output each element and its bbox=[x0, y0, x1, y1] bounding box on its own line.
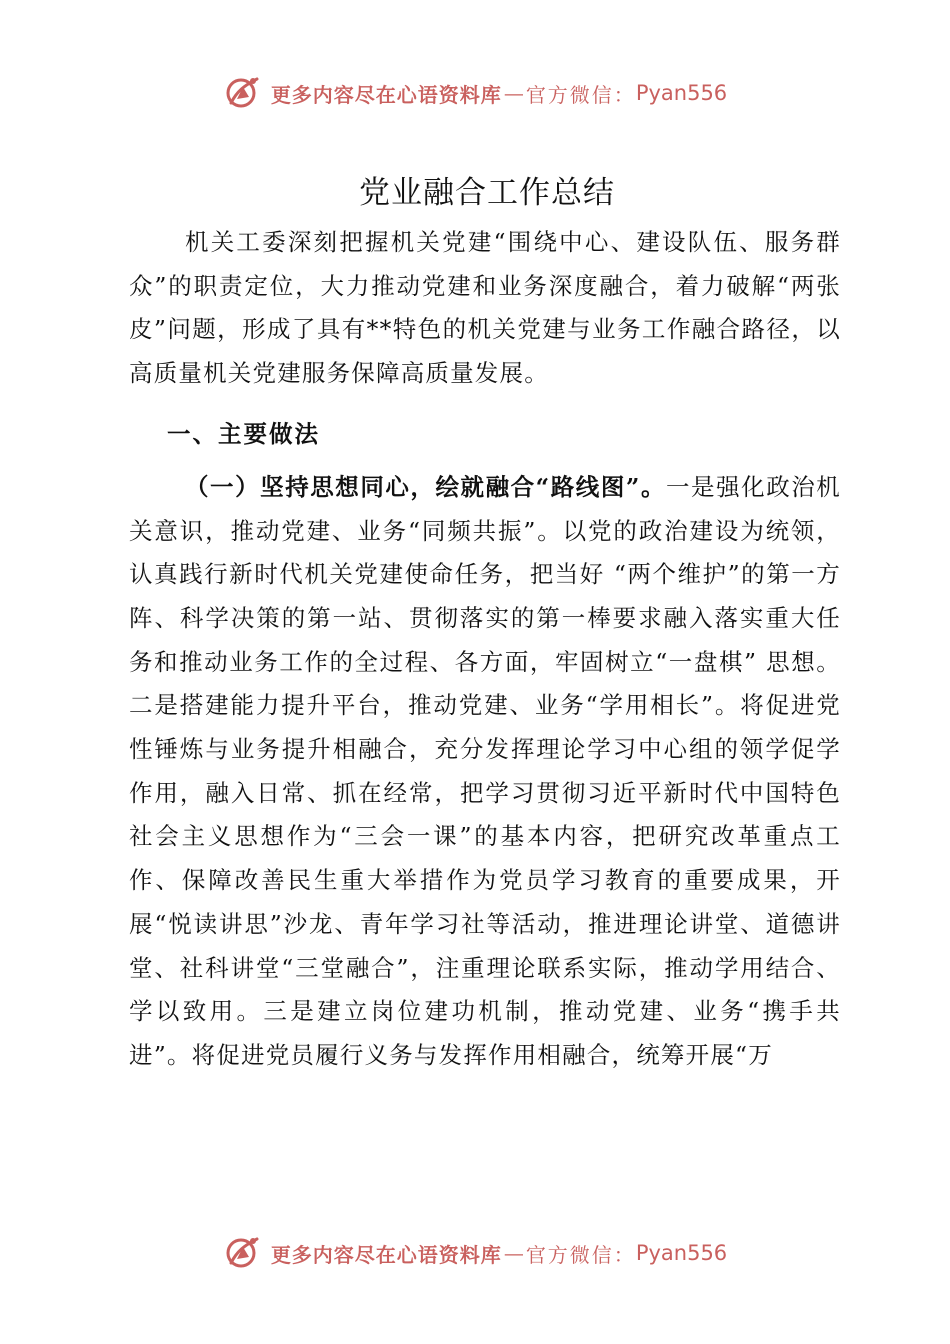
item-body: 一是强化政治机关意识，推动党建、业务“同频共振”。以党的政治建设为统领，认真践行新时代机关党建使命任务，把当好 “两个维护”的第一方阵、科学决策的第一站、贯彻落实的第一棒要求融入落实重大任务和推动业务工作的全过程、各方面，牢固树立“一盘棋” 思想。二是搭建能力提升平台，推动党建、业务“学用相长”。将促进党性锤炼与业务提升相融合，充分发挥理论学习中心组的领学促学作用，融入日常、抓在经常，把学习贯彻习近平新时代中国特色社会主义思想作为“三会一课”的基本内容，把研究改革重点工作、保障改善民生重大举措作为党员学习教育的重要成果，开展“悦读讲思”沙龙、青年学习社等活动，推进理论讲堂、道德讲堂、社科讲堂“三堂融合”，注重理论联系实际，推动学用结合、学以致用。三是建立岗位建功机制，推动党建、业务“携手共进”。将促进党员履行义务与发挥作用相融合，统筹开展“万 bbox=[129, 472, 841, 1069]
brand-logo-icon bbox=[223, 73, 263, 113]
banner-wechat-id: Pyan556 bbox=[635, 81, 728, 105]
banner-separator: — bbox=[503, 1241, 524, 1265]
footer-watermark bbox=[0, 1228, 950, 1278]
banner-wechat-id: Pyan556 bbox=[635, 1241, 728, 1265]
brand-logo-icon bbox=[223, 1233, 263, 1273]
banner-wechat-label: 官方微信： bbox=[525, 1242, 636, 1267]
banner-wechat-label: 官方微信： bbox=[525, 82, 636, 107]
banner-separator: — bbox=[503, 81, 524, 105]
banner-slogan: 更多内容尽在心语资料库 bbox=[270, 1242, 502, 1267]
intro-paragraph: 机关工委深刻把握机关党建“围绕中心、建设队伍、服务群众”的职责定位，大力推动党建和业务深度融合，着力破解“两张皮”问题，形成了具有**特色的机关党建与业务工作融合路径，以高质量机关党建服务保障高质量发展。 bbox=[129, 228, 841, 388]
document-body bbox=[129, 165, 841, 1078]
banner-slogan: 更多内容尽在心语资料库 bbox=[270, 82, 502, 107]
section-heading: 一、主要做法 bbox=[167, 419, 320, 448]
item-lead: （一）坚持思想同心，绘就融合“路线图”。 bbox=[185, 472, 666, 501]
document-title: 党业融合工作总结 bbox=[359, 175, 615, 211]
item-paragraph bbox=[129, 466, 841, 1078]
header-watermark bbox=[0, 68, 950, 118]
